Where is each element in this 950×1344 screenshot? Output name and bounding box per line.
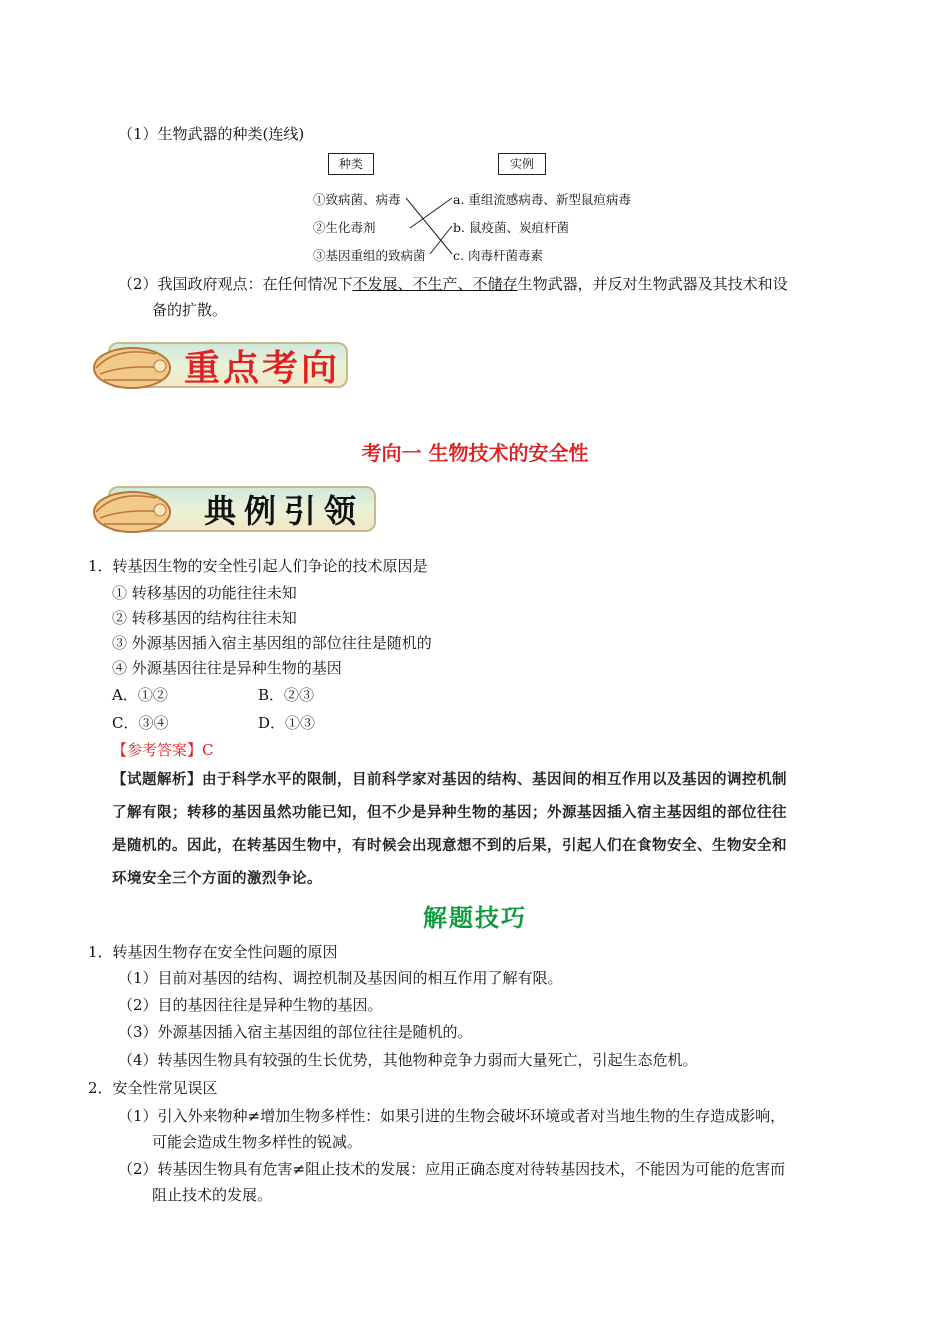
tips-p2-head: 2．安全性常见误区 bbox=[88, 1079, 218, 1097]
option-b: B．②③ bbox=[258, 686, 315, 704]
connector-lines bbox=[400, 188, 460, 264]
example-title: 典例引领 bbox=[204, 492, 365, 530]
tips-p1-item-2: （2）目的基因往往是异种生物的基因。 bbox=[118, 996, 383, 1014]
shell-icon bbox=[86, 480, 176, 540]
option-a: A．①② bbox=[112, 686, 168, 704]
right-header: 实例 bbox=[498, 153, 546, 175]
key-topics-title: 重点考向 bbox=[184, 347, 341, 389]
question-stem: 1．转基因生物的安全性引起人们争论的技术原因是 bbox=[88, 557, 428, 575]
analysis-line-1: 【试题解析】由于科学水平的限制，目前科学家对基因的结构、基因间的相互作用以及基因的调控机制 bbox=[112, 771, 787, 788]
item-weapon-types: （1）生物武器的种类(连线) bbox=[118, 125, 305, 143]
left-header: 种类 bbox=[328, 153, 374, 175]
tips-p2-item-1: （1）引入外来物种≠增加生物多样性：如果引进的生物会破坏环境或者对当地生物的生存造成影响， bbox=[118, 1107, 786, 1125]
tips-p1-item-1: （1）目前对基因的结构、调控机制及基因间的相互作用了解有限。 bbox=[118, 969, 563, 987]
analysis-line-3: 是随机的。因此，在转基因生物中，有时候会出现意想不到的后果，引起人们在食物安全、生物安全和 bbox=[112, 837, 787, 854]
option-c: C．③④ bbox=[112, 714, 169, 732]
tips-title: 解题技巧 bbox=[423, 903, 527, 932]
shell-icon bbox=[86, 336, 176, 396]
statement-4: ④ 外源基因往往是异种生物的基因 bbox=[112, 659, 342, 677]
tips-p1-item-4: （4）转基因生物具有较强的生长优势，其他物种竞争力弱而大量死亡，引起生态危机。 bbox=[118, 1051, 698, 1069]
left-item-2: ②生化毒剂 bbox=[313, 220, 376, 235]
section-title: 考向一 生物技术的安全性 bbox=[361, 441, 589, 465]
tips-p1-head: 1．转基因生物存在安全性问题的原因 bbox=[88, 943, 338, 961]
statement-3: ③ 外源基因插入宿主基因组的部位往往是随机的 bbox=[112, 634, 432, 652]
statement-2: ② 转移基因的结构往往未知 bbox=[112, 609, 297, 627]
item-government-view: （2）我国政府观点：在任何情况下不发展、不生产、不储存生物武器，并反对生物武器及其技术和设 bbox=[118, 275, 788, 293]
analysis-line-2: 了解有限；转移的基因虽然功能已知，但不少是异种生物的基因；外源基因插入宿主基因组的部位往往 bbox=[112, 804, 787, 821]
analysis-line-4: 环境安全三个方面的激烈争论。 bbox=[112, 870, 322, 887]
example-banner bbox=[86, 480, 376, 536]
statement-1: ① 转移基因的功能往往未知 bbox=[112, 584, 297, 602]
right-item-c: c. 肉毒杆菌毒素 bbox=[453, 248, 543, 263]
tips-p1-item-3: （3）外源基因插入宿主基因组的部位往往是随机的。 bbox=[118, 1023, 473, 1041]
tips-p2-item-1-cont: 可能会造成生物多样性的锐减。 bbox=[152, 1133, 363, 1151]
tips-p2-item-2: （2）转基因生物具有危害≠阻止技术的发展：应用正确态度对待转基因技术，不能因为可能的危害而 bbox=[118, 1160, 786, 1178]
key-topics-banner bbox=[86, 336, 348, 392]
option-d: D．①③ bbox=[258, 714, 316, 732]
left-item-3: ③基因重组的致病菌 bbox=[313, 248, 426, 263]
right-item-b: b. 鼠疫菌、炭疽杆菌 bbox=[453, 220, 569, 235]
reference-answer: 【参考答案】C bbox=[112, 741, 214, 759]
right-item-a: a. 重组流感病毒、新型鼠疸病毒 bbox=[453, 192, 631, 207]
item-government-view-cont: 备的扩散。 bbox=[152, 301, 228, 319]
tips-p2-item-2-cont: 阻止技术的发展。 bbox=[152, 1186, 273, 1204]
left-item-1: ①致病菌、病毒 bbox=[313, 192, 401, 207]
